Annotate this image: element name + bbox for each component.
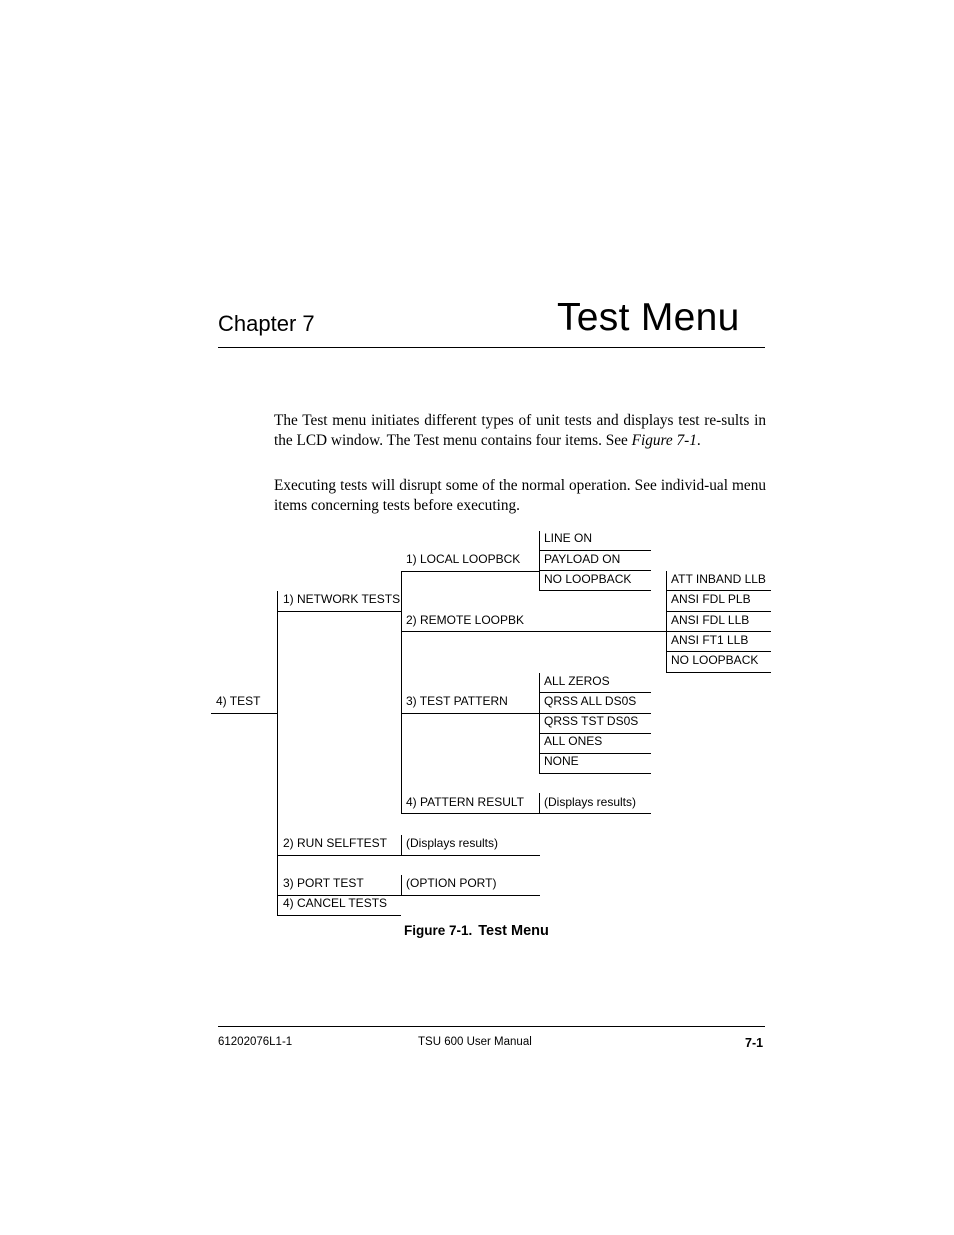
menu-node-cancel-tests: 4) CANCEL TESTS <box>283 896 388 910</box>
intro-end: . <box>696 431 701 449</box>
remote-option-ansi-ft1-llb: ANSI FT1 LLB <box>671 633 749 647</box>
connector-line <box>539 550 651 551</box>
remote-option-no-loopback: NO LOOPBACK <box>671 653 759 667</box>
connector-line <box>666 611 771 612</box>
pattern-option-all-ones: ALL ONES <box>544 734 603 748</box>
figure-number: Figure 7-1. <box>404 923 473 938</box>
connector-line <box>401 571 539 572</box>
remote-option-ansi-fdl-plb: ANSI FDL PLB <box>671 592 751 606</box>
pattern-option-none: NONE <box>544 754 579 768</box>
menu-node-test: 4) TEST <box>216 694 261 708</box>
connector-line <box>666 571 667 672</box>
remote-option-ansi-fdl-llb: ANSI FDL LLB <box>671 613 750 627</box>
connector-line <box>277 915 401 916</box>
local-option-line-on: LINE ON <box>544 531 593 545</box>
local-option-no-loopback: NO LOOPBACK <box>544 572 632 586</box>
connector-line <box>539 570 651 571</box>
menu-node-network-tests: 1) NETWORK TESTS <box>283 592 401 606</box>
connector-line <box>277 855 540 856</box>
figure-caption <box>404 923 549 939</box>
figure-title: Test Menu <box>478 923 549 939</box>
connector-line <box>401 631 666 632</box>
footer-manual-title: TSU 600 User Manual <box>418 1036 532 1048</box>
connector-line <box>539 773 651 774</box>
connector-line <box>277 591 278 916</box>
connector-line <box>401 571 402 813</box>
pattern-option-all-zeros: ALL ZEROS <box>544 674 610 688</box>
connector-line <box>401 713 539 714</box>
warning-paragraph: Executing tests will disrupt some of the normal operation. See individ-ual menu items concerning tests before executing. <box>274 477 766 514</box>
pattern-option-qrss-tst-ds0s: QRSS TST DS0S <box>544 714 639 728</box>
connector-line <box>401 875 402 895</box>
selftest-result-text: (Displays results) <box>406 836 499 850</box>
connector-line <box>211 713 277 714</box>
footer-doc-number: 61202076L1-1 <box>218 1036 293 1048</box>
menu-node-run-selftest: 2) RUN SELFTEST <box>283 836 388 850</box>
connector-line <box>539 531 540 591</box>
local-option-payload-on: PAYLOAD ON <box>544 552 621 566</box>
connector-line <box>539 673 540 774</box>
connector-line <box>401 813 651 814</box>
connector-line <box>539 793 540 813</box>
intro-text: The Test menu initiates different types of unit tests and displays test re-sults in the LCD window. The Test menu contains four items. See <box>274 412 766 449</box>
remote-option-att-inband-llb: ATT INBAND LLB <box>671 572 766 586</box>
connector-line <box>666 590 771 591</box>
connector-line <box>539 692 651 693</box>
connector-line <box>277 611 401 612</box>
figure-reference: Figure 7-1 <box>631 431 697 449</box>
pattern-result-text: (Displays results) <box>544 795 637 809</box>
connector-line <box>666 651 771 652</box>
menu-node-test-pattern: 3) TEST PATTERN <box>406 694 508 708</box>
menu-node-pattern-result: 4) PATTERN RESULT <box>406 795 525 809</box>
connector-line <box>666 631 771 632</box>
menu-node-remote-loopbk: 2) REMOTE LOOPBK <box>406 613 525 627</box>
connector-line <box>539 590 651 591</box>
chapter-title: Test Menu <box>557 296 740 339</box>
footer-rule <box>218 1026 765 1027</box>
footer-page-number: 7-1 <box>745 1036 764 1050</box>
pattern-option-qrss-all-ds0s: QRSS ALL DS0S <box>544 694 637 708</box>
connector-line <box>401 835 402 855</box>
menu-node-local-loopbck: 1) LOCAL LOOPBCK <box>406 552 521 566</box>
menu-node-port-test: 3) PORT TEST <box>283 876 364 890</box>
connector-line <box>666 672 771 673</box>
port-test-option-text: (OPTION PORT) <box>406 876 497 890</box>
chapter-label: Chapter 7 <box>218 311 315 336</box>
